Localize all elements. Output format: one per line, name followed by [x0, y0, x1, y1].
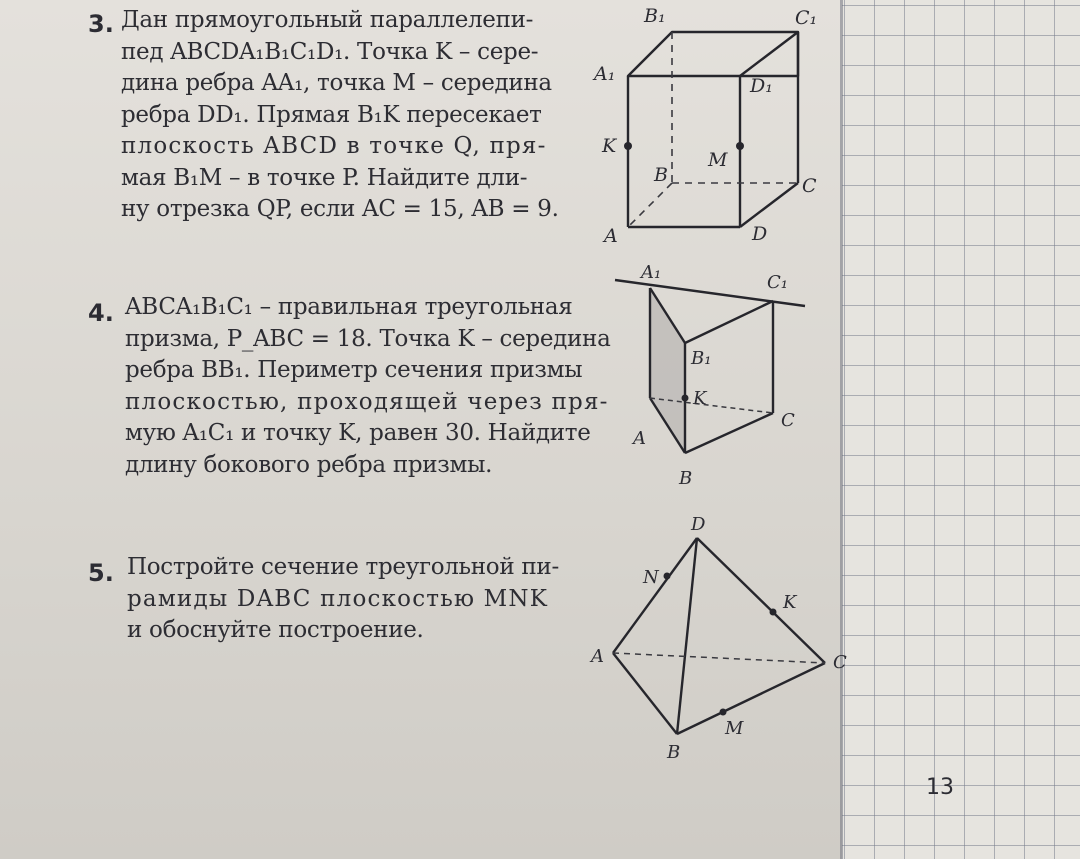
problem-3-line-3: дина ребра AA₁, точка M – середина — [121, 70, 552, 96]
label-m: M — [708, 149, 728, 171]
page-number: 13 — [926, 775, 954, 800]
label-c: C — [781, 410, 795, 431]
label-d1: D₁ — [750, 75, 773, 97]
problem-3-line-2: пед ABCDA₁B₁C₁D₁. Точка K – сере- — [121, 38, 539, 65]
problem-5-line-2: рамиды DABC плоскостью MNK — [127, 585, 549, 612]
point-m — [736, 142, 744, 150]
label-b: B — [654, 164, 668, 186]
problem-3-line-4: ребра DD₁. Прямая B₁K пересекает — [121, 101, 542, 128]
problem-4-text — [125, 292, 611, 481]
problem-5-number: 5. — [88, 559, 114, 587]
problem-4-line-4: плоскостью, проходящей через пря- — [125, 388, 609, 415]
label-a: A — [604, 225, 618, 247]
point-m — [720, 709, 727, 716]
problem-3-number: 3. — [88, 10, 114, 38]
label-k: K — [693, 388, 707, 409]
problem-4-line-5: мую A₁C₁ и точку K, равен 30. Найдите — [125, 420, 591, 446]
point-k — [770, 609, 777, 616]
pyramid-figure — [585, 508, 855, 768]
label-b: B — [679, 468, 693, 489]
label-d: D — [752, 223, 768, 245]
problem-3-line-5: плоскость ABCD в точке Q, пря- — [121, 133, 547, 159]
label-n: N — [643, 567, 659, 588]
problem-3-line-6: мая B₁M – в точке P. Найдите дли- — [121, 164, 528, 191]
point-k — [624, 142, 632, 150]
graph-paper-margin — [842, 0, 1080, 859]
label-b1: B₁ — [691, 348, 712, 369]
label-c: C — [802, 175, 817, 197]
problem-4-line-1: ABCA₁B₁C₁ – правильная треугольная — [125, 294, 573, 320]
problem-4-line-2: призма, P_ABC = 18. Точка K – середина — [125, 325, 611, 352]
label-b1: B₁ — [644, 5, 666, 27]
label-k: K — [602, 135, 617, 157]
problem-4-number: 4. — [88, 299, 114, 327]
problem-5-line-1: Постройте сечение треугольной пи- — [127, 554, 559, 580]
label-k: K — [783, 592, 797, 613]
problem-4-line-6: длину бокового ребра призмы. — [125, 451, 493, 478]
label-c: C — [833, 652, 847, 673]
problem-5-text — [127, 552, 559, 647]
point-n — [664, 573, 671, 580]
problem-3-line-7: ну отрезка QP, если AC = 15, AB = 9. — [121, 196, 559, 222]
parallelepiped-figure — [590, 0, 830, 250]
label-a: A — [633, 428, 646, 449]
label-m: M — [725, 718, 744, 739]
label-c1: C₁ — [795, 7, 818, 29]
label-c1: C₁ — [767, 272, 788, 293]
label-a: A — [591, 646, 604, 667]
label-b: B — [667, 742, 681, 763]
problem-4-line-3: ребра BB₁. Периметр сечения призмы — [125, 357, 583, 383]
label-a1: A₁ — [641, 262, 662, 283]
point-k — [682, 395, 689, 402]
problem-5-line-3: и обоснуйте построение. — [127, 617, 424, 643]
label-a1: A₁ — [594, 63, 616, 85]
problem-3-text — [121, 5, 559, 226]
label-d: D — [691, 514, 706, 535]
problem-3-line-1: Дан прямоугольный параллелепи- — [121, 7, 534, 33]
prism-figure — [605, 258, 815, 493]
